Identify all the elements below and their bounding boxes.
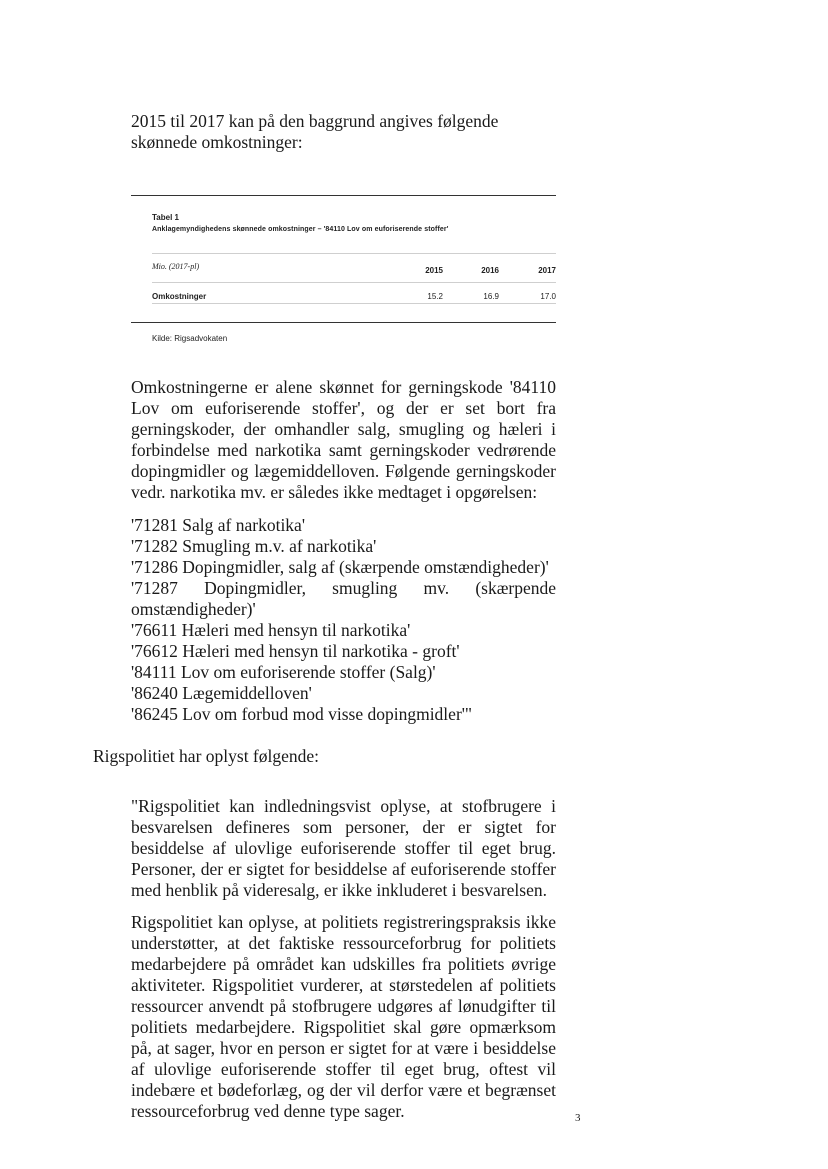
code-item: '76612 Hæleri med hensyn til narkotika - groft' <box>131 641 460 661</box>
intro-paragraph: 2015 til 2017 kan på den baggrund angives følgende skønnede omkostninger: <box>131 111 499 152</box>
table-year-2016: 2016 <box>481 266 499 275</box>
table-top-rule <box>131 195 556 196</box>
code-item: '86245 Lov om forbud mod visse dopingmidler'" <box>131 704 473 724</box>
table-year-2015: 2015 <box>425 266 443 275</box>
code-item: '86240 Lægemiddelloven' <box>131 683 312 703</box>
table-year-2017: 2017 <box>538 266 556 275</box>
table-source: Kilde: Rigsadvokaten <box>152 334 228 343</box>
code-item: '84111 Lov om euforiserende stoffer (Salg)' <box>131 662 436 682</box>
code-item: '71282 Smugling m.v. af narkotika' <box>131 536 377 556</box>
excluded-codes-list <box>131 515 556 725</box>
table-divider <box>152 303 556 304</box>
code-item: '71281 Salg af narkotika' <box>131 515 305 535</box>
quote-paragraph: Rigspolitiet kan oplyse, at politiets registreringspraksis ikke understøtter, at det faktiske ressourceforbrug for politiets medarbejdere på området kan udskilles fra politiets øvrige aktiviteter. Rigspolitiet vurderer, at størstedelen af politiets ressourcer anvendt på stofbrugere udgøres af lønudgifter til politiets medarbejdere. Rigspolitiet skal gøre opmærksom på, at sager, hvor en person er sigtet for at være i besiddelse af ulovlige euforiserende stoffer til eget brug, oftest vil indebære et bødeforlæg, og der vil derfor være et begrænset ressourceforbrug ved denne type sager. <box>131 912 556 1121</box>
code-item: '76611 Hæleri med hensyn til narkotika' <box>131 620 411 640</box>
table-bottom-rule <box>131 322 556 323</box>
code-item: '71286 Dopingmidler, salg af (skærpende omstændigheder)' <box>131 557 549 577</box>
code-item: '71287 Dopingmidler, smugling mv. (skærpende omstændigheder)' <box>131 578 556 619</box>
table-value-2017: 17.0 <box>540 292 556 301</box>
table-row-label: Omkostninger <box>152 292 207 301</box>
table-value-2015: 15.2 <box>427 292 443 301</box>
table-title: Anklagemyndighedens skønnede omkostninger – '84110 Lov om euforiserende stoffer' <box>152 226 449 233</box>
table-value-2016: 16.9 <box>483 292 499 301</box>
table-divider <box>152 282 556 283</box>
quote-paragraph: "Rigspolitiet kan indledningsvist oplyse, at stofbrugere i besvarelsen defineres som personer, der er sigtet for besiddelse af ulovlige euforiserende stoffer til eget brug. Personer, der er sigtet for besiddelse af euforiserende stoffer med henblik på videresalg, er ikke inkluderet i besvarelsen. <box>131 796 556 900</box>
section-intro: Rigspolitiet har oplyst følgende: <box>93 746 320 766</box>
table-divider <box>152 253 556 254</box>
table-label: Tabel 1 <box>152 213 179 222</box>
body-paragraph: Omkostningerne er alene skønnet for gerningskode '84110 Lov om euforiserende stoffer', og der er set bort fra gerningskoder, der omhandler salg, smugling og hæleri i forbindelse med narkotika samt gerningskoder vedrørende dopingmidler og lægemiddelloven. Følgende gerningskoder vedr. narkotika mv. er således ikke medtaget i opgørelsen: <box>131 377 556 502</box>
table-unit: Mio. (2017-pl) <box>152 262 200 271</box>
page-number: 3 <box>575 1112 581 1124</box>
